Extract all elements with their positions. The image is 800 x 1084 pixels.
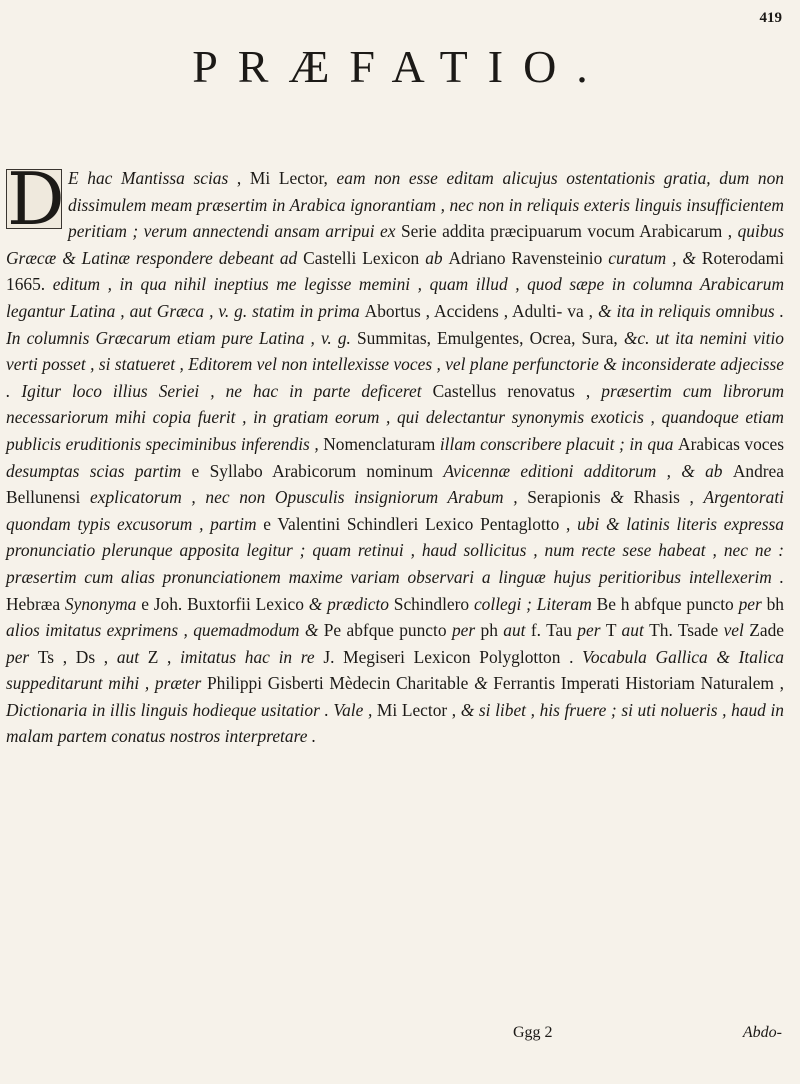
text-run: ph (480, 620, 504, 641)
text-run: Th. Tsade (649, 620, 724, 641)
text-run: aut (116, 646, 148, 667)
text-run: Nomenclaturam (323, 433, 440, 454)
text-run: & ita in reliquis omnibus . In columnis Græcarum etiam pure Latina , v. g. (6, 300, 784, 348)
text-run: collegi ; Literam (473, 593, 597, 614)
text-run: J. Megiseri Lexicon Polyglotton . (323, 646, 583, 667)
catchword: Abdo- (742, 1024, 782, 1041)
text-run: Schindlero (393, 593, 474, 614)
text-run: Avicennæ editioni additorum , & ab (443, 460, 733, 481)
text-run: & si libet , his fruere ; si uti nolueris , haud in malam partem conatus nostros interpretare . (6, 699, 784, 747)
text-run: desumptas scias partim (6, 460, 192, 481)
text-run: imitatus hac in re (180, 646, 324, 667)
text-run: Mi Lector , (376, 699, 461, 720)
text-run: Ferrantis Imperati Historiam Naturalem , (493, 673, 784, 694)
text-run: præsertim cum librorum necessariorum mihi copia fuerit , in gratiam eorum , qui delectantur synonymis exoticis , quandoque etiam publicis eruditionis speciminibus inferendis , (6, 380, 785, 454)
text-run: Ts , Ds , (37, 646, 117, 667)
text-run: Argentorati quondam typis excusorum , partim (6, 487, 784, 534)
drop-cap-initial: D (7, 157, 65, 241)
page-footer (0, 1024, 800, 1054)
text-run: Arabicas voces (678, 433, 784, 454)
text-run: Synonyma (64, 593, 142, 614)
text-run: & (610, 487, 634, 508)
text-run: Abortus , Accidens , Adulti- va , (364, 300, 598, 321)
text-run: T (605, 620, 622, 641)
text-run: per (6, 646, 38, 667)
preface-paragraph (6, 157, 785, 750)
text-run: Castellus renovatus , (432, 380, 602, 401)
text-run: per (451, 620, 481, 641)
text-run: explicatorum , nec non Opusculis insigniorum Arabum , (90, 487, 528, 508)
text-run: e Joh. Buxtorfii Lexico (141, 593, 309, 614)
text-run: &c. ut ita nemini vitio verti posset , si statueret , Editorem vel non intellexisse voces , vel plane perfunctorie & inconsiderate adjecisse . Igitur loco illius Seriei , ne hac in parte deficeret (6, 327, 784, 401)
text-run: per (577, 620, 606, 641)
text-run: E hac Mantissa scias (68, 168, 229, 188)
text-run: per (738, 593, 767, 614)
text-run: ab (425, 247, 449, 268)
text-run: quibus Græcæ & Latinæ respondere debeant ad (6, 221, 784, 268)
text-run: curatum , & (608, 247, 702, 268)
text-run: bh (766, 593, 784, 614)
text-run: Serapionis (527, 487, 611, 508)
text-run: Summitas, Emulgentes, Ocrea, Sura, (357, 327, 624, 348)
text-run: vel (723, 620, 750, 641)
text-run: f. Tau (530, 620, 578, 641)
page-number: 419 (759, 10, 782, 26)
text-run: Roterodami 1665. (6, 247, 785, 295)
text-run: Serie addita præcipuarum vocum Arabicarum , (400, 221, 738, 242)
text-run: Be h abfque puncto (596, 593, 739, 614)
text-run: Pe abfque puncto (323, 620, 452, 641)
signature-mark: Ggg 2 (513, 1024, 553, 1041)
text-run: Z , (147, 646, 181, 667)
text-run: Hebræa (6, 593, 65, 614)
text-run: editum , in qua nihil ineptius me legisse memini , quam illud , quod sæpe in columna Arabicarum legantur Latina , aut Græca , v. g. statim in prima (6, 274, 784, 321)
text-run: e Syllabo Arabicorum nominum (191, 460, 444, 481)
text-run: aut (621, 620, 650, 641)
text-run: Zade (749, 620, 784, 641)
text-run: Andrea Bellunensi (6, 460, 784, 508)
text-run: alios imitatus exprimens , quemadmodum & (6, 620, 324, 641)
text-run: e Valentini Schindleri Lexico Pentaglotto , (263, 513, 578, 534)
text-run: & (474, 673, 494, 694)
text-run: Adriano Ravensteinio (448, 247, 609, 268)
text-run: aut (503, 620, 531, 641)
text-run: , Mi Lector, (228, 168, 337, 188)
paragraph-text (6, 157, 785, 747)
text-run: eam non esse editam alicujus ostentationis gratia, dum non dissimulem meam præsertim in Arabica ignorantiam , nec non in reliquis exteris linguis insufficientem peritiam ; verum annectendi ansam arripui ex (68, 168, 784, 242)
page-title: PRÆFATIO. (192, 41, 608, 92)
text-run: Rhasis , (633, 487, 704, 508)
text-run: Dictionaria in illis linguis hodieque usitatior . Vale , (6, 699, 377, 720)
text-run: & prædicto (308, 593, 394, 614)
text-run: Philippi Gisberti Mèdecin Charitable (206, 673, 475, 694)
text-run: Vocabula Gallica & Italica suppeditarunt mihi , præter (6, 646, 785, 694)
text-run: illam conscribere placuit ; in qua (439, 433, 679, 454)
text-run: Castelli Lexicon (303, 247, 426, 268)
text-run: ubi & latinis literis expressa pronunciatio plerunque apposita legitur ; quam retinui , haud sollicitus , num recte sese habeat , nec ne : præsertim cum alias pronunciationem maxime variam observari a linguæ hujus peritioribus intellexerim . (6, 513, 784, 587)
